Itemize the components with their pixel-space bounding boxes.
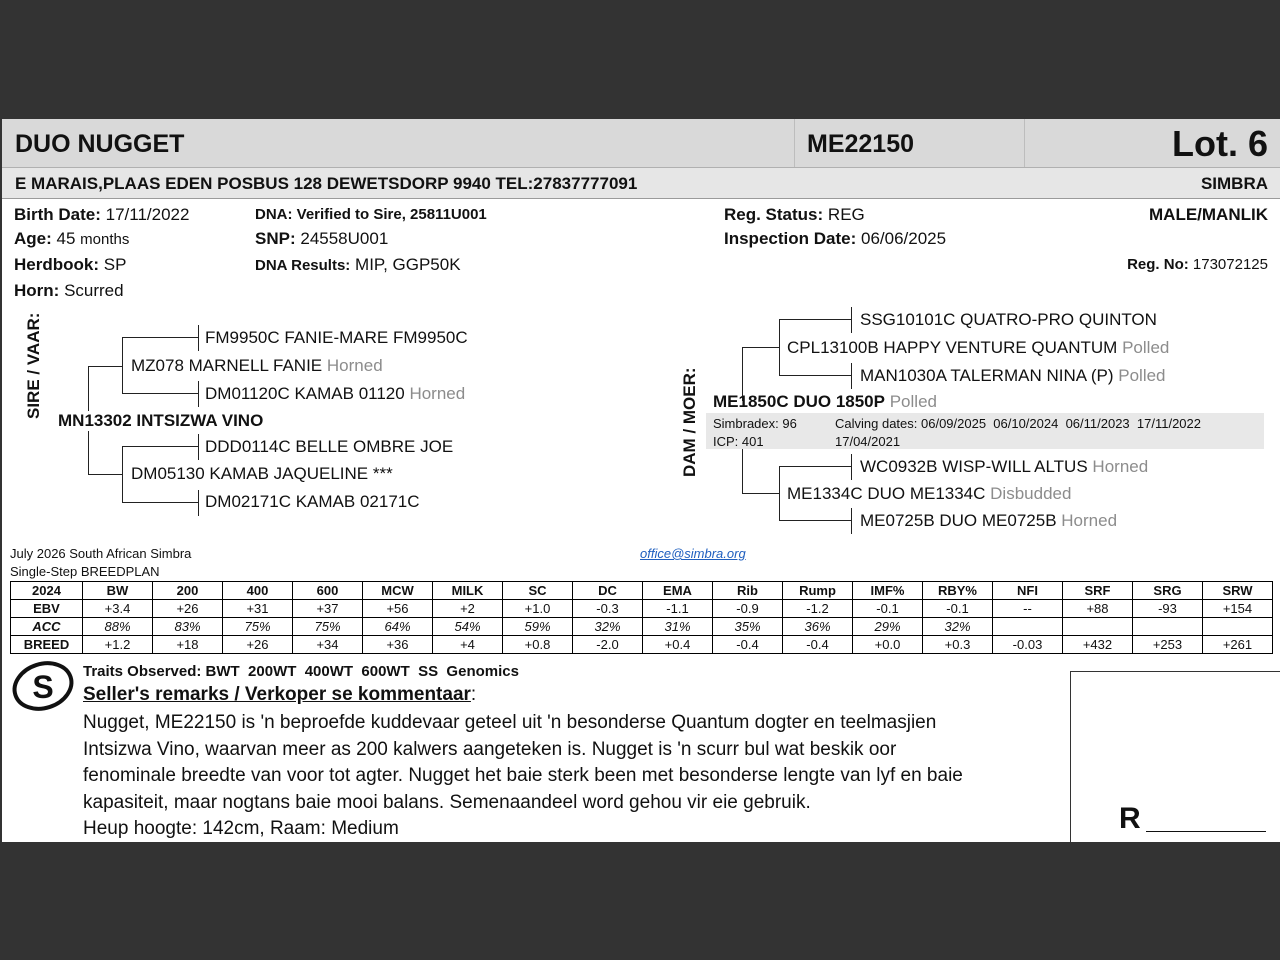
ebv-cell: DC [573,582,643,600]
ebv-cell: 75% [223,618,293,636]
title-bar [2,119,1280,168]
ebv-cell: +26 [153,600,223,618]
animal-id: ME22150 [807,130,915,158]
remarks-line: Intsizwa Vino, waarvan meer as 200 kalwers aangeteken is. Nugget is 'n scurr bul wat beskik oor [83,738,897,760]
ebv-cell: 31% [643,618,713,636]
ebv-cell: 400 [223,582,293,600]
dna-verification: DNA: Verified to Sire, 25811U001 [255,206,487,223]
herdbook-value: SP [103,255,127,274]
dam-name: ME1850C DUO 1850P [713,392,885,411]
horn-status [14,281,124,301]
ebv-breed-row [11,636,1273,654]
pedigree-line [779,520,852,521]
calving-dates-cont: 17/04/2021 [835,434,901,449]
dam-dam-sire [860,457,1148,477]
pedigree-line [198,381,199,407]
pedigree-line [851,363,852,389]
pedigree-line [88,474,122,475]
birth-date-value: 17/11/2022 [105,205,190,224]
ebv-row-header: ACC [11,618,83,636]
pedigree-line [779,466,780,521]
pedigree-line [198,325,199,351]
ebv-cell: 59% [503,618,573,636]
price-line[interactable] [1146,831,1266,832]
ebv-cell: +0.0 [853,636,923,654]
ebv-cell: -0.1 [923,600,993,618]
ebv-header-row [11,582,1273,600]
ebv-cell: +34 [293,636,363,654]
ebv-cell: -0.4 [713,636,783,654]
ebv-cell: -0.3 [573,600,643,618]
remarks-colon: : [470,684,477,705]
ebv-cell: +154 [1203,600,1273,618]
inspection-value: 06/06/2025 [860,229,947,248]
inspection-date [724,229,946,249]
simbra-logo-icon [10,659,76,713]
dam-sire-dam-horn: Polled [1118,366,1166,385]
animal-name: DUO NUGGET [15,130,185,158]
ebv-cell: +1.2 [83,636,153,654]
dam-dam-name: ME1334C DUO ME1334C [787,484,986,503]
remarks-line: Heup hoogte: 142cm, Raam: Medium [83,818,399,840]
ebv-cell: 29% [853,618,923,636]
price-currency: R [1119,802,1141,835]
ebv-cell: 83% [153,618,223,636]
ebv-cell: -- [993,600,1063,618]
owner-details: E MARAIS,PLAAS EDEN POSBUS 128 DEWETSDORP 9940 TEL:27837777091 [15,174,638,193]
ebv-cell: RBY% [923,582,993,600]
ebv-cell: +4 [433,636,503,654]
reg-status [724,205,865,225]
sire-sire-dam [205,384,465,404]
dam-sire-sire: SSG10101C QUATRO-PRO QUINTON [860,310,1157,329]
ebv-cell [993,618,1063,636]
pedigree-line [779,466,852,467]
dna-results-value: MIP, GGP50K [355,255,461,274]
lot-card [2,119,1280,842]
ebv-cell: SRF [1063,582,1133,600]
ebv-cell: -2.0 [573,636,643,654]
dam-sire-dam-name: MAN1030A TALERMAN NINA (P) [860,366,1114,385]
ebv-cell: -0.9 [713,600,783,618]
dam-dam-sire-name: WC0932B WISP-WILL ALTUS [860,457,1088,476]
dam-dam-sire-horn: Horned [1092,457,1149,476]
breed: SIMBRA [1200,174,1268,193]
sire-sire-dam-name: DM01120C KAMAB 01120 [205,384,405,403]
ebv-caption: July 2026 South African Simbra [10,546,192,561]
remarks-line: Nugget, ME22150 is 'n beproefde kuddevaar geteel uit 'n besonderse Quantum dogter en teelmasjien [83,712,937,733]
ebv-cell: -0.1 [853,600,923,618]
ebv-cell: BW [83,582,153,600]
lot-number: Lot. 6 [1172,123,1268,164]
herdbook [14,255,126,275]
ebv-cell: +26 [223,636,293,654]
sex: MALE/MANLIK [1149,205,1268,224]
dna-results-label: DNA Results: [255,257,351,274]
pedigree-line [198,434,199,460]
ebv-cell: Rump [783,582,853,600]
pedigree-line [779,375,852,376]
ebv-table [10,581,1273,654]
ebv-cell: 200 [153,582,223,600]
ebv-cell: +37 [293,600,363,618]
reg-no-label: Reg. No: [1127,256,1189,273]
birth-date-label: Birth Date: [14,205,101,224]
ebv-cell: +0.4 [643,636,713,654]
ebv-cell: -93 [1133,600,1203,618]
sire-dam-sire: DDD0114C BELLE OMBRE JOE [205,437,454,456]
ebv-row-header: BREED [11,636,83,654]
pedigree-line [122,446,199,447]
sire-dam-dam: DM02171C KAMAB 02171C [205,492,420,511]
pedigree-line [88,366,122,367]
reg-status-label: Reg. Status: [724,205,824,224]
dam-sire-horn: Polled [1122,338,1170,357]
ebv-cell [1203,618,1273,636]
ebv-cell: 32% [573,618,643,636]
pedigree-line [742,347,780,348]
ebv-cell: +0.3 [923,636,993,654]
remarks-heading [83,684,476,706]
pedigree-line [851,307,852,333]
remarks-line: kapasiteit, maar nogtans baie mooi balans. Semenaandeel word gehou vir eie gebruik. [83,791,811,813]
ebv-cell: +56 [363,600,433,618]
ebv-cell: -0.03 [993,636,1063,654]
email-link[interactable]: office@simbra.org [640,546,746,561]
pedigree-line [851,508,852,534]
herdbook-label: Herdbook: [14,255,99,274]
ebv-cell: +88 [1063,600,1133,618]
ebv-cell: +1.0 [503,600,573,618]
ebv-cell: +432 [1063,636,1133,654]
snp-label: SNP: [255,229,296,248]
pedigree-line [779,319,852,320]
ebv-row [11,600,1273,618]
dam-dam-dam-horn: Horned [1061,511,1118,530]
pedigree-line [122,337,123,394]
ebv-cell [1133,618,1203,636]
dam-sire-dam [860,366,1166,386]
sire-sire-name: MZ078 MARNELL FANIE [131,356,323,375]
ebv-cell: 35% [713,618,783,636]
ebv-cell: 88% [83,618,153,636]
traits-observed: Traits Observed: BWT 200WT 400WT 600WT SS Genomics [83,663,519,680]
age-value: 45 [56,229,76,248]
dam [713,392,937,412]
icp: ICP: 401 [713,434,764,449]
sire-sire-dam-horn: Horned [409,384,466,403]
owner-bar [2,168,1280,199]
divider [794,119,795,167]
inspection-label: Inspection Date: [724,229,857,248]
dna-results [255,255,461,275]
ebv-cell: NFI [993,582,1063,600]
dam-sire-name: CPL13100B HAPPY VENTURE QUANTUM [787,338,1118,357]
reg-status-value: REG [827,205,865,224]
ebv-row-header: EBV [11,600,83,618]
dam-sire [787,338,1171,358]
dam-dam-dam [860,511,1117,531]
ebv-cell: +31 [223,600,293,618]
ebv-cell: EMA [643,582,713,600]
ebv-caption-2: Single-Step BREEDPLAN [10,564,160,579]
ebv-cell: SRW [1203,582,1273,600]
pedigree-line [742,493,780,494]
ebv-cell: +18 [153,636,223,654]
sire-sire-sire: FM9950C FANIE-MARE FM9950C [205,328,468,347]
age-label: Age: [14,229,52,248]
pedigree-line [198,490,199,516]
ebv-cell: SRG [1133,582,1203,600]
pedigree-line [122,446,123,503]
ebv-cell: MCW [363,582,433,600]
dam-dam-dam-name: ME0725B DUO ME0725B [860,511,1057,530]
ebv-cell: +261 [1203,636,1273,654]
sire-sire [131,356,385,376]
ebv-cell: 54% [433,618,503,636]
simbradex: Simbradex: 96 [713,416,797,431]
age [14,229,129,249]
ebv-acc-row [11,618,1273,636]
snp [255,229,388,249]
svg-text:S: S [32,669,54,705]
calving-dates: Calving dates: 06/09/2025 06/10/2024 06/11/2023 17/11/2022 [835,416,1201,431]
ebv-cell: 32% [923,618,993,636]
ebv-cell: +3.4 [83,600,153,618]
dam-dam [787,484,1073,504]
birth-date [14,205,189,225]
dam-dam-horn: Disbudded [990,484,1072,503]
sire-dam: DM05130 KAMAB JAQUELINE *** [131,464,393,483]
ebv-cell: 75% [293,618,363,636]
pedigree-line [122,393,199,394]
remarks-line: fenominale breedte van voor tot agter. Nugget het baie sterk been met besonderse lengte van lyf en baie [83,765,963,787]
horn-value: Scurred [64,281,124,300]
ebv-cell: 600 [293,582,363,600]
ebv-cell: Rib [713,582,783,600]
pedigree-line [122,337,199,338]
age-unit: months [80,231,130,248]
price-box[interactable] [1070,671,1280,842]
reg-no-value: 173072125 [1192,256,1268,273]
ebv-row-header: 2024 [11,582,83,600]
remarks-title: Seller's remarks / Verkoper se kommentaar [83,684,471,705]
ebv-cell: 64% [363,618,433,636]
horn-label: Horn: [14,281,60,300]
ebv-cell: -0.4 [783,636,853,654]
ebv-cell: +253 [1133,636,1203,654]
sire-side-label: SIRE / VAAR: [24,312,43,419]
reg-no [1127,256,1268,273]
ebv-cell: MILK [433,582,503,600]
ebv-cell: IMF% [853,582,923,600]
dam-horn: Polled [889,392,937,411]
ebv-cell: +2 [433,600,503,618]
dam-side-label: DAM / MOER: [680,367,699,477]
sire-sire-horn: Horned [326,356,383,375]
pedigree-line [779,319,780,376]
ebv-cell: +0.8 [503,636,573,654]
ebv-cell: +36 [363,636,433,654]
ebv-cell: -1.1 [643,600,713,618]
pedigree-line [122,502,199,503]
ebv-cell: -1.2 [783,600,853,618]
ebv-cell: 36% [783,618,853,636]
ebv-cell: SC [503,582,573,600]
ebv-cell [1063,618,1133,636]
pedigree-line [742,449,743,494]
snp-value: 24558U001 [300,229,389,248]
pedigree-line [851,454,852,480]
remarks-body [83,710,963,842]
sire: MN13302 INTSIZWA VINO [58,411,264,430]
divider [1024,119,1025,167]
